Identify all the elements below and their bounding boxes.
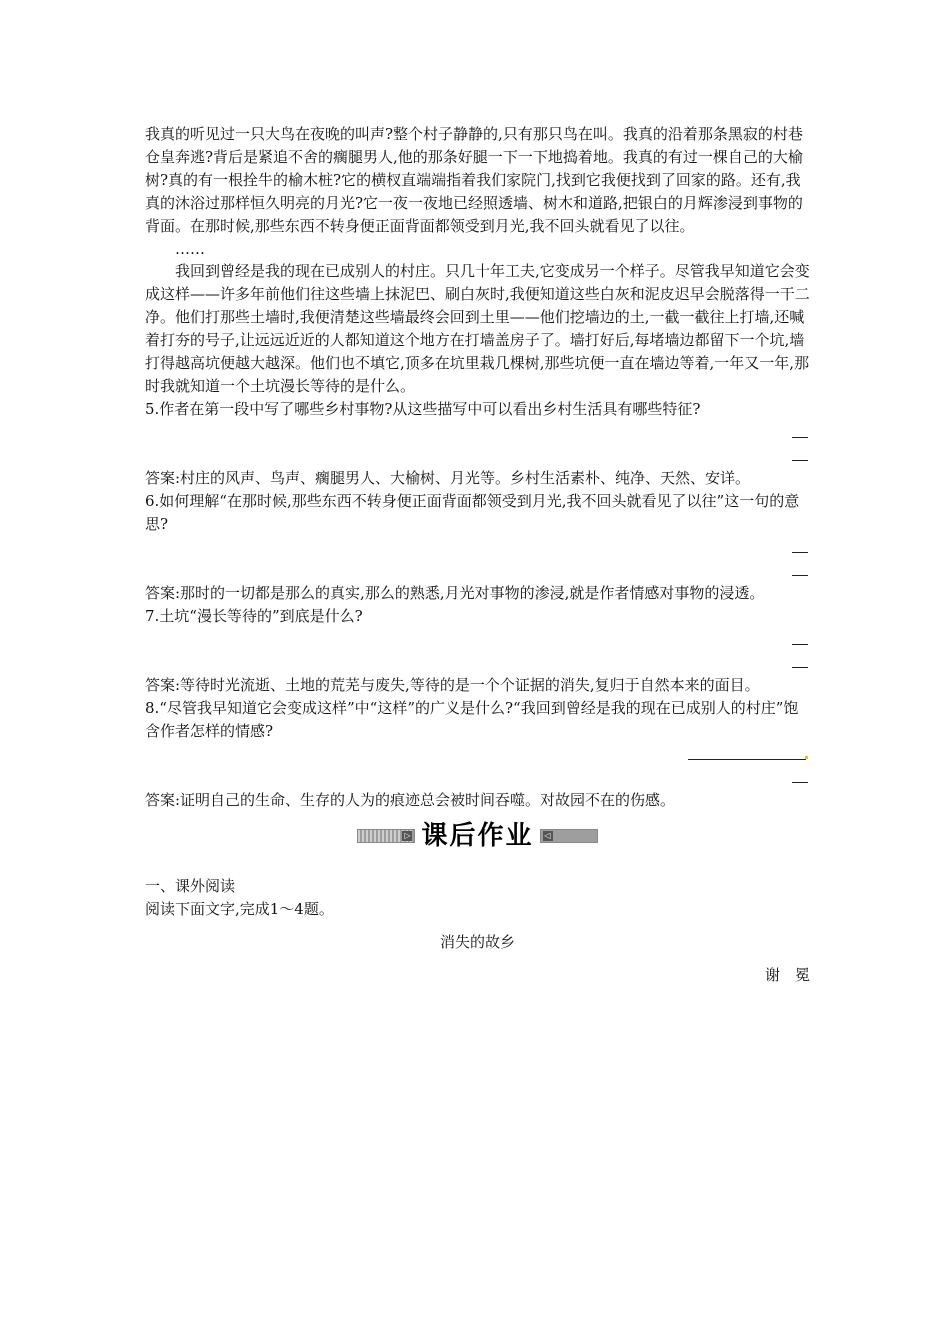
answer-blank-6[interactable]: [145, 536, 810, 582]
answer-line: [792, 667, 808, 668]
answer-line: [792, 552, 808, 553]
banner-left-bar: [357, 829, 415, 843]
banner-title: 课后作业: [421, 820, 534, 851]
section-heading: 一、课外阅读: [145, 877, 236, 895]
answer-5: 答案:村庄的风声、鸟声、瘸腿男人、大榆树、月光等。乡村生活素朴、纯净、天然、安详。: [145, 469, 751, 487]
passage-ellipsis: ……: [175, 240, 205, 258]
question-8: 8.“尽管我早知道它会变成这样”中“这样”的广义是什么?“我回到曾经是我的现在已成别人的村庄”饱含作者怎样的情感?: [145, 699, 799, 740]
marker-dot: [805, 756, 808, 759]
answer-line: [792, 460, 808, 461]
article-author: 谢 冕: [764, 966, 810, 984]
answer-line: [792, 437, 808, 438]
banner-right-bar: [540, 829, 598, 843]
question-6: 6.如何理解“在那时候,那些东西不转身便正面背面都领受到月光,我不回头就看见了以往”这一句的意思?: [145, 492, 800, 533]
answer-8: 答案:证明自己的生命、生存的人为的痕迹总会被时间吞噬。对故园不在的伤感。: [145, 791, 676, 809]
answer-blank-8[interactable]: [145, 743, 810, 789]
passage-paragraph-1: 我真的听见过一只大鸟在夜晚的叫声?整个村子静静的,只有那只鸟在叫。我真的沿着那条黑寂的村巷仓皇奔逃?背后是紧追不舍的瘸腿男人,他的那条好腿一下一下地捣着地。我真的有过一棵自己的大榆树?真的有一根拴牛的榆木桩?它的横杈直端端指着我们家院门,找到它我便找到了回家的路。还有,我真的沐浴过那样恒久明亮的月光?它一夜一夜地已经照透墙、树木和道路,把银白的月辉渗浸到事物的背面。在那时候,那些东西不转身便正面背面都领受到月光,我不回头就看见了以往。: [145, 125, 803, 235]
answer-7: 答案:等待时光流逝、土地的荒芜与废失,等待的是一个个证据的消失,复归于自然本来的面目。: [145, 676, 760, 694]
answer-line: [688, 759, 806, 760]
answer-line: [792, 644, 808, 645]
answer-6: 答案:那时的一切都是那么的真实,那么的熟悉,月光对事物的渗浸,就是作者情感对事物的浸透。: [145, 584, 765, 602]
play-arrow-icon: ▷: [404, 831, 411, 840]
document-page: [145, 123, 810, 987]
answer-line: [792, 575, 808, 576]
question-5: 5.作者在第一段中写了哪些乡村事物?从这些描写中可以看出乡村生活具有哪些特征?: [145, 400, 701, 418]
question-7: 7.土坑“漫长等待的”到底是什么?: [145, 607, 363, 625]
back-arrow-icon: ◁: [544, 831, 551, 840]
answer-blank-7[interactable]: [145, 628, 810, 674]
answer-blank-5[interactable]: [145, 421, 810, 467]
answer-line: [792, 782, 808, 783]
homework-banner: [145, 815, 810, 857]
article-title: 消失的故乡: [439, 933, 515, 951]
reading-instruction: 阅读下面文字,完成1～4题。: [145, 900, 334, 918]
passage-paragraph-2: 我回到曾经是我的现在已成别人的村庄。只几十年工夫,它变成另一个样子。尽管我早知道它会变成这样——许多年前他们往这些墙上抹泥巴、刷白灰时,我便知道这些白灰和泥皮迟早会脱落得一干二净。他们打那些土墙时,我便清楚这些墙最终会回到土里——他们挖墙边的土,一截一截往上打墙,还喊着打夯的号子,让远远近近的人都知道这个地方在打墙盖房子了。墙打好后,每堵墙边都留下一个坑,墙打得越高坑便越大越深。他们也不填它,顶多在坑里栽几棵树,那些坑便一直在墙边等着,一年又一年,那时我就知道一个土坑漫长等待的是什么。: [145, 262, 810, 395]
